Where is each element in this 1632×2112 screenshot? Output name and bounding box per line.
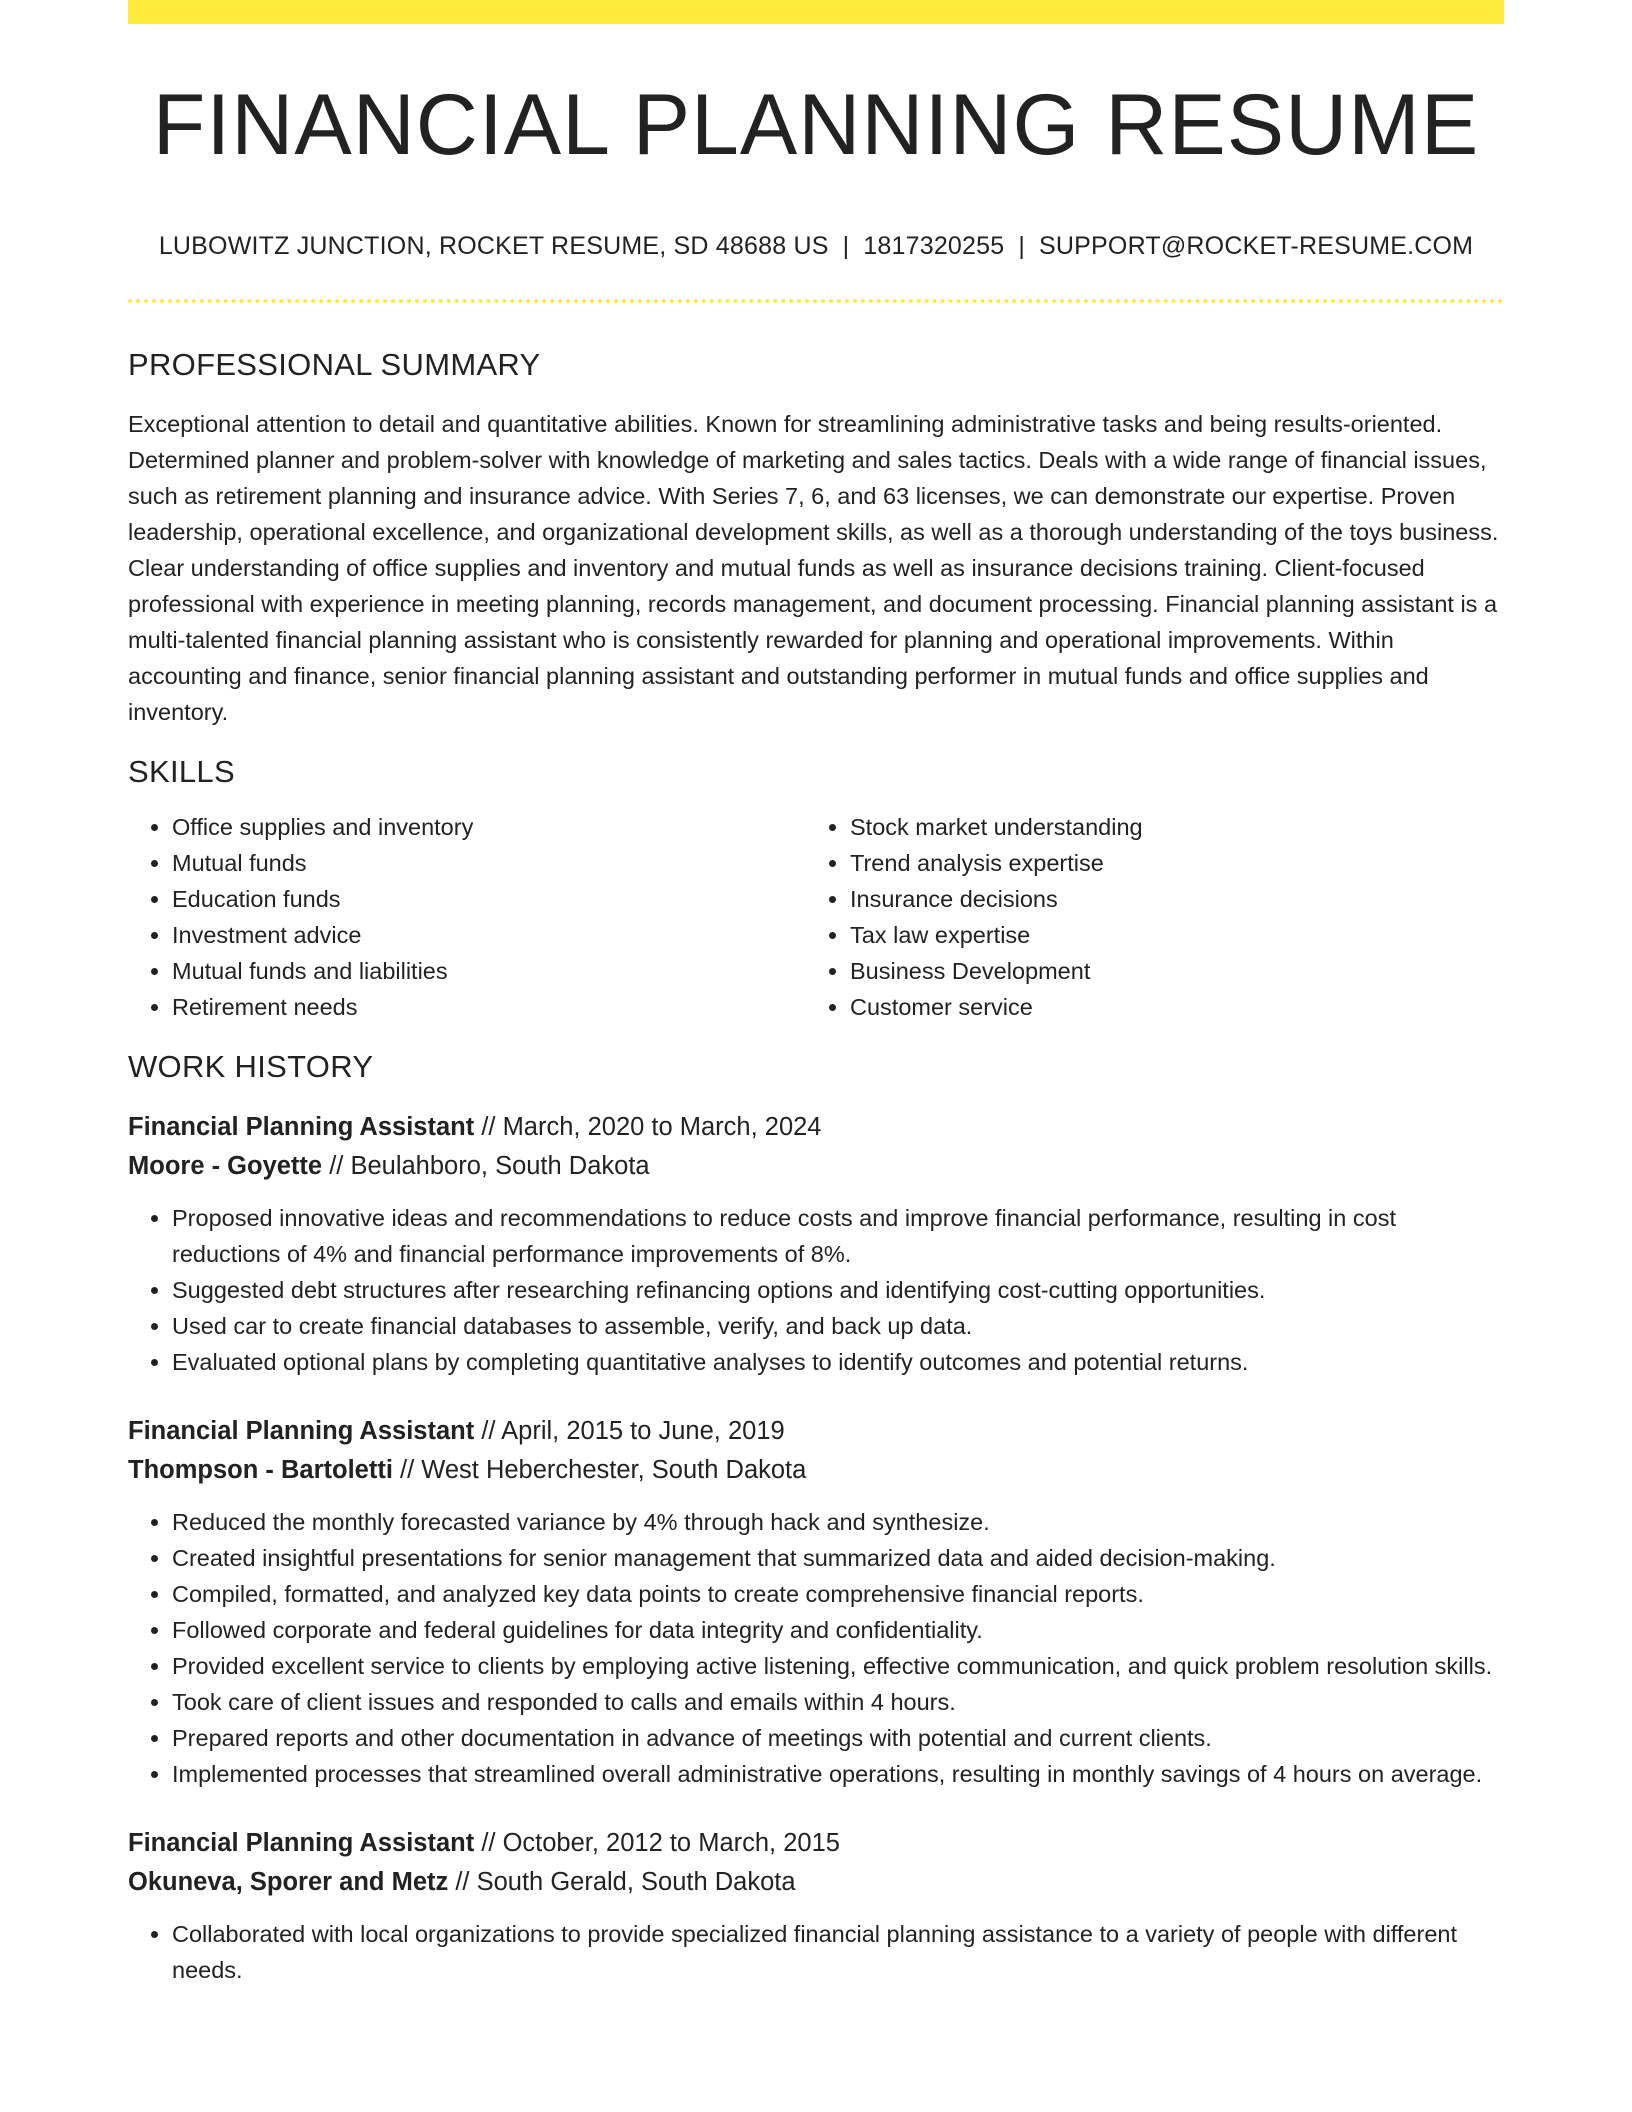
skill-item: • Office supplies and inventory	[172, 809, 806, 845]
job-title-line	[128, 1108, 1504, 1147]
skill-item: • Investment advice	[172, 917, 806, 953]
skill-item: • Retirement needs	[172, 989, 806, 1025]
job-bullet: • Evaluated optional plans by completing quantitative analyses to identify outcomes and potential returns.	[172, 1344, 1504, 1380]
job-spacer	[128, 1380, 1504, 1412]
job-bullet: • Proposed innovative ideas and recommendations to reduce costs and improve financial performance, resulting in cost reductions of 4% and financial performance improvements of 8%.	[172, 1200, 1504, 1272]
job-location: // West Heberchester, South Dakota	[400, 1456, 807, 1484]
job-spacer	[128, 1792, 1504, 1824]
job-company-line	[128, 1451, 1504, 1490]
resume-page	[128, 0, 1504, 1988]
summary-heading: PROFESSIONAL SUMMARY	[128, 347, 541, 382]
summary-text: Exceptional attention to detail and quantitative abilities. Known for streamlining administrative tasks and being results-oriented. Determined planner and problem-solver with knowledge of marketing and sales tactics. Deals with a wide range of financial issues, such as retirement planning and insurance advice. With Series 7, 6, and 63 licenses, we can demonstrate our expertise. Proven leadership, operational excellence, and organizational development skills, as well as a thorough understanding of the toys business. Clear understanding of office supplies and inventory and mutual funds as well as insurance decisions training. Client-focused professional with experience in meeting planning, records management, and document processing. Financial planning assistant is a multi-talented financial planning assistant who is consistently rewarded for planning and operational improvements. Within accounting and finance, senior financial planning assistant and outstanding performer in mutual funds and office supplies and inventory.	[128, 411, 1499, 725]
contact-email[interactable]: SUPPORT@ROCKET-RESUME.COM	[1039, 232, 1474, 260]
job-dates: // April, 2015 to June, 2019	[481, 1417, 785, 1445]
job-bullet: • Took care of client issues and responded to calls and emails within 4 hours.	[172, 1684, 1504, 1720]
job-bullet: • Implemented processes that streamlined overall administrative operations, resulting in monthly savings of 4 hours on average.	[172, 1756, 1504, 1792]
skill-item: • Business Development	[850, 953, 1484, 989]
job-bullet: • Used car to create financial databases to assemble, verify, and back up data.	[172, 1308, 1504, 1344]
job-bullet: • Collaborated with local organizations to provide specialized financial planning assistance to a variety of people with different needs.	[172, 1916, 1504, 1988]
contact-line	[128, 232, 1504, 261]
job-bullet: • Followed corporate and federal guidelines for data integrity and confidentiality.	[172, 1612, 1504, 1648]
job-company-line	[128, 1147, 1504, 1186]
skills-list-left	[128, 809, 806, 1025]
header-divider	[128, 299, 1504, 303]
job-bullet: • Created insightful presentations for senior management that summarized data and aided decision-making.	[172, 1540, 1504, 1576]
skill-item: • Education funds	[172, 881, 806, 917]
job-company: Thompson - Bartoletti	[128, 1456, 393, 1484]
contact-separator: |	[842, 232, 850, 260]
skill-item: • Trend analysis expertise	[850, 845, 1484, 881]
job-location: // South Gerald, South Dakota	[455, 1868, 796, 1896]
job-bullets	[128, 1200, 1504, 1380]
skill-item: • Stock market understanding	[850, 809, 1484, 845]
skill-item: • Mutual funds	[172, 845, 806, 881]
skill-item: • Mutual funds and liabilities	[172, 953, 806, 989]
job-bullet: • Prepared reports and other documentation in advance of meetings with potential and current clients.	[172, 1720, 1504, 1756]
skill-item: • Tax law expertise	[850, 917, 1484, 953]
contact-separator: |	[1018, 232, 1026, 260]
skill-item: • Insurance decisions	[850, 881, 1484, 917]
job-company: Okuneva, Sporer and Metz	[128, 1868, 449, 1896]
job-company: Moore - Goyette	[128, 1152, 323, 1180]
job-bullet: • Reduced the monthly forecasted variance by 4% through hack and synthesize.	[172, 1504, 1504, 1540]
contact-phone[interactable]: 1817320255	[863, 232, 1005, 260]
job-title-line	[128, 1824, 1504, 1863]
job-entry	[128, 1108, 1504, 1380]
skill-item: • Customer service	[850, 989, 1484, 1025]
skills-list-right	[806, 809, 1484, 1025]
top-accent-bar	[128, 0, 1504, 24]
job-location: // Beulahboro, South Dakota	[329, 1152, 650, 1180]
job-title: Financial Planning Assistant	[128, 1417, 475, 1445]
job-dates: // October, 2012 to March, 2015	[481, 1829, 840, 1857]
job-bullet: • Suggested debt structures after researching refinancing options and identifying cost-cutting opportunities.	[172, 1272, 1504, 1308]
contact-address: LUBOWITZ JUNCTION, ROCKET RESUME, SD 48688 US	[158, 232, 829, 260]
job-dates: // March, 2020 to March, 2024	[481, 1113, 822, 1141]
skills-grid	[128, 809, 1504, 1025]
job-entry	[128, 1824, 1504, 1988]
skills-heading: SKILLS	[128, 754, 235, 789]
job-bullet: • Compiled, formatted, and analyzed key data points to create comprehensive financial reports.	[172, 1576, 1504, 1612]
work-history-heading: WORK HISTORY	[128, 1049, 374, 1084]
job-bullet: • Provided excellent service to clients by employing active listening, effective communication, and quick problem resolution skills.	[172, 1648, 1504, 1684]
job-title: Financial Planning Assistant	[128, 1829, 475, 1857]
job-entry	[128, 1412, 1504, 1792]
job-bullets	[128, 1916, 1504, 1988]
job-title-line	[128, 1412, 1504, 1451]
job-company-line	[128, 1863, 1504, 1902]
job-bullets	[128, 1504, 1504, 1792]
resume-title: FINANCIAL PLANNING RESUME	[152, 77, 1480, 173]
job-title: Financial Planning Assistant	[128, 1113, 475, 1141]
